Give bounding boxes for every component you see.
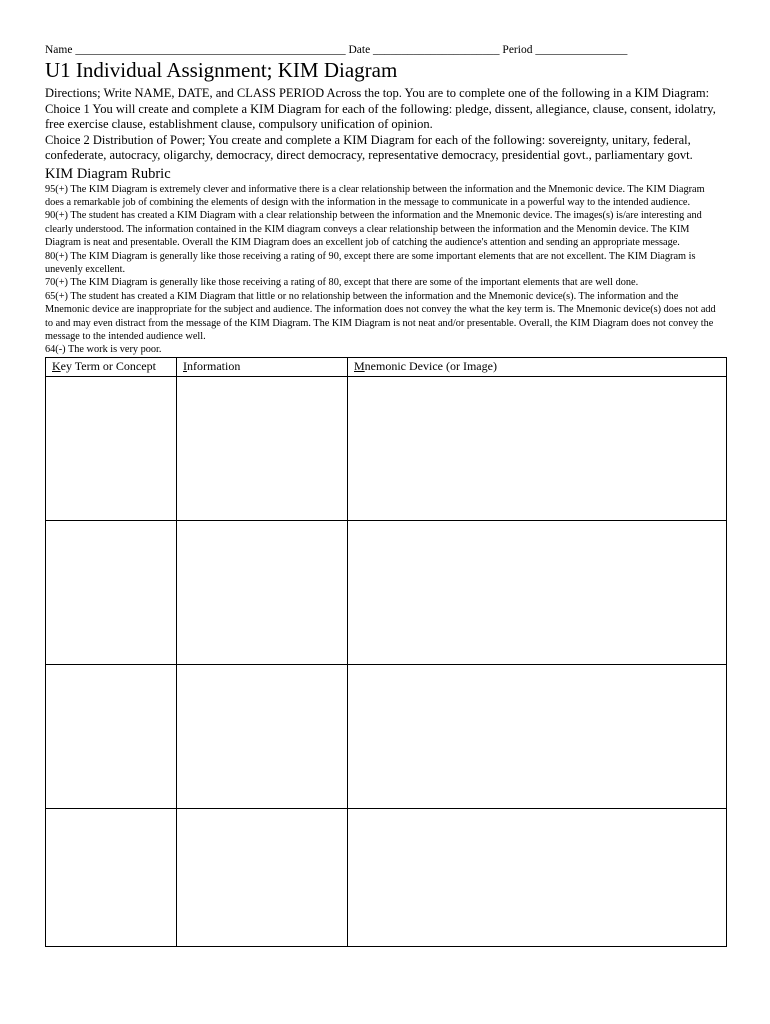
kim-diagram-table [45, 357, 727, 947]
rubric-90: 90(+) The student has created a KIM Diagram with a clear relationship between the information and the Mnemonic device. The images(s) is/are interesting and clearly understood. The information contained in the KIM diagram conveys a clear relationship between the information and the Menomin device. The KIM Diagram is neat and presentable. Overall the KIM Diagram does an excellent job of catching the audience's attention and sending an appropriate message. [45, 210, 702, 249]
choice-2-text: Choice 2 Distribution of Power; You create and complete a KIM Diagram for each of the following: sovereignty, unitary, federal, confederate, autocracy, oligarchy, democracy, direct democracy, representative democracy, presidential govt., parliamentary govt. [45, 132, 693, 162]
key-term-cell[interactable] [46, 376, 177, 520]
column-header-information: Information [177, 357, 348, 376]
document-page [45, 44, 725, 947]
key-term-cell[interactable] [46, 520, 177, 664]
key-term-cell[interactable] [46, 664, 177, 808]
choice-1-text: Choice 1 You will create and complete a KIM Diagram for each of the following: pledge, dissent, allegiance, clause, consent, idolatry, free exercise clause, establishment clause, compulsory unification of opinion. [45, 101, 716, 131]
information-cell[interactable] [177, 520, 348, 664]
rubric-title: KIM Diagram Rubric [45, 165, 171, 182]
column-header-mnemonic: Mnemonic Device (or Image) [348, 357, 727, 376]
rubric-95: 95(+) The KIM Diagram is extremely clever and informative there is a clear relationship between the information and the Mnemonic device. The KIM Diagram does a remarkable job of combining the elements of design with the information in the message to communicate in a powerful way to the intended audience. [45, 183, 705, 208]
information-cell[interactable] [177, 376, 348, 520]
mnemonic-cell[interactable] [348, 520, 727, 664]
table-header-row [46, 357, 727, 376]
table-row [46, 664, 727, 808]
rubric-70: 70(+) The KIM Diagram is generally like those receiving a rating of 80, except that there are some of the important elements that are well done. [45, 277, 639, 289]
rubric-64: 64(-) The work is very poor. [45, 344, 162, 356]
directions-text: Directions; Write NAME, DATE, and CLASS PERIOD Across the top. You are to complete one of the following in a KIM Diagram: [45, 86, 710, 100]
rubric-65: 65(+) The student has created a KIM Diagram that little or no relationship between the information and the Mnemonic device(s). The information and the Mnemonic device are inappropriate for the subject and audience. The information does not convey the what the key term is. The Mnemonic device(s) does not add to and may even distract from the message of the KIM Diagram. The KIM Diagram is not neat and/or presentable. Overall, the KIM Diagram does not convey the message to the intended audience well. [45, 290, 716, 342]
information-cell[interactable] [177, 664, 348, 808]
name-date-period-line: Name _______________________________________________ Date ______________________ Period ________________ [45, 44, 628, 56]
table-row [46, 376, 727, 520]
mnemonic-cell[interactable] [348, 808, 727, 946]
key-term-cell[interactable] [46, 808, 177, 946]
mnemonic-cell[interactable] [348, 664, 727, 808]
table-row [46, 808, 727, 946]
column-header-key-term: Key Term or Concept [46, 357, 177, 376]
table-row [46, 520, 727, 664]
page-title: U1 Individual Assignment; KIM Diagram [45, 58, 398, 82]
rubric-80: 80(+) The KIM Diagram is generally like those receiving a rating of 90, except there are some important elements that are not excellent. The KIM Diagram is unevenly excellent. [45, 250, 696, 275]
mnemonic-cell[interactable] [348, 376, 727, 520]
information-cell[interactable] [177, 808, 348, 946]
